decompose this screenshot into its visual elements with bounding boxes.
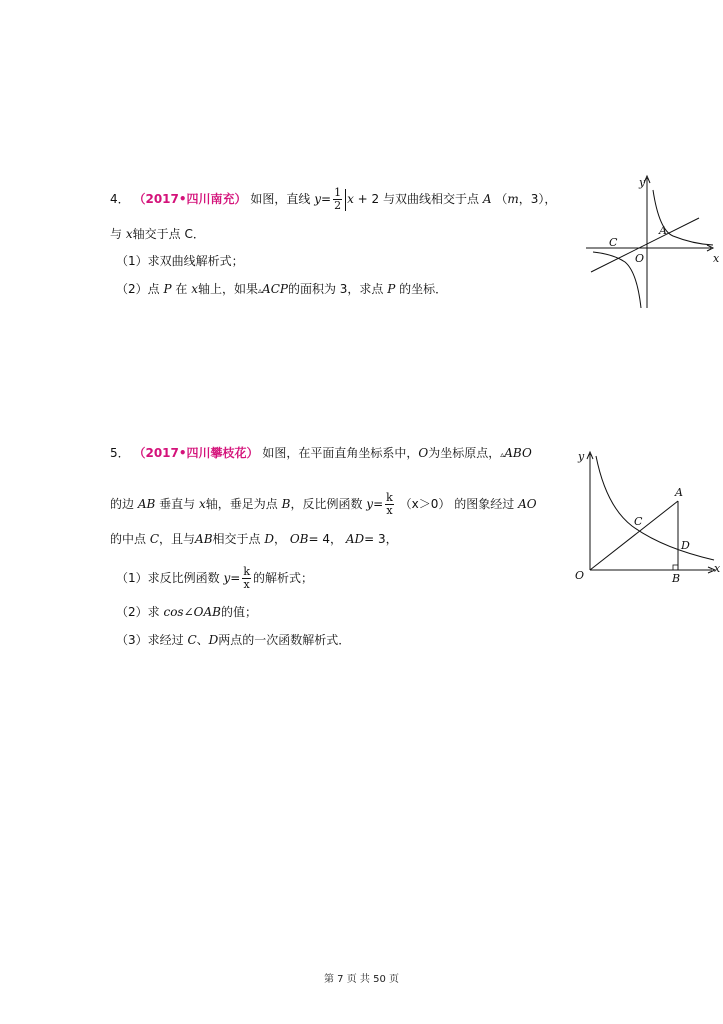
q4-var-y: y	[314, 192, 321, 206]
q4-eq: =	[321, 192, 332, 206]
q5-eq: =	[373, 497, 384, 511]
q5-fig-C: C	[634, 515, 643, 528]
q4-text3: （	[495, 192, 508, 206]
q4-fig-x: x	[713, 252, 720, 265]
q5-s3D: D	[208, 633, 219, 647]
q5-ABO: ABO	[504, 446, 532, 460]
q5-l2b: 垂直与	[159, 497, 196, 511]
q5-AB2: AB	[195, 532, 213, 546]
q5-right-angle-icon	[673, 565, 678, 570]
q4-s2a: （2）点	[116, 282, 160, 296]
q5-cond: （x＞0）	[399, 497, 451, 511]
q5-s1a: （1）求反比例函数	[116, 571, 220, 585]
q5-s1x: x	[243, 578, 250, 591]
q5-x1: x	[199, 497, 206, 511]
q4-fraction	[333, 187, 342, 212]
q5-s3C: C	[187, 633, 197, 647]
q5-C: C	[149, 532, 160, 546]
q5-O: O	[418, 446, 429, 460]
q4-var-x: x	[347, 192, 354, 206]
q4-line-graph	[591, 218, 699, 272]
q5-frac-x: x	[386, 504, 393, 517]
q4-frac-den: 2	[334, 199, 342, 212]
q5-frac-k: k	[386, 491, 393, 504]
q4-s2ACP: ACP	[262, 282, 288, 296]
q5-l3d: ，	[274, 532, 287, 546]
q5-fig-D: D	[681, 539, 690, 552]
q5-fig-B: B	[672, 572, 681, 585]
q5-line1	[110, 445, 532, 463]
q4-s2P: P	[163, 282, 172, 296]
q5-fig-O: O	[575, 569, 585, 582]
q4-line1	[110, 187, 556, 212]
q5-l3a: 的中点	[110, 532, 147, 546]
q5-fig-x: x	[714, 562, 721, 575]
q4-text4: ，3），	[518, 192, 557, 206]
q5-s1b: 的解析式；	[252, 571, 313, 585]
q4-hyperbola-left	[593, 252, 641, 308]
q5-p2: 为坐标原点，	[428, 446, 501, 460]
q4-l2x: x	[125, 227, 133, 241]
q5-AD: AD	[345, 532, 365, 546]
q5-s2cos: cos∠OAB	[163, 605, 221, 619]
q4-s2P2: P	[387, 282, 396, 296]
q5-D: D	[264, 532, 274, 546]
q5-l2a: 的边	[110, 497, 135, 511]
page-footer: 第 7 页 共 50 页	[324, 974, 399, 985]
q5-s2a: （2）求	[116, 605, 160, 619]
q4-var-m: m	[507, 192, 519, 206]
q5-l2c: 轴，垂足为点	[205, 497, 278, 511]
q5-s1eq: =	[230, 571, 241, 585]
q4-triangle: ▵	[258, 286, 263, 295]
q5-triangle: ▵	[500, 450, 505, 459]
q4-s2b: 在	[175, 282, 188, 296]
q4-sub1	[116, 253, 244, 269]
q5-fig-A: A	[675, 486, 683, 499]
q5-l2e: 的图象经过	[454, 497, 515, 511]
q5-s1y: y	[223, 571, 231, 585]
q5-number: 5．	[110, 446, 130, 460]
q5-l2d: ，反比例函数	[290, 497, 363, 511]
q4-frac-num: 1	[334, 186, 342, 199]
q4-fig-y: y	[639, 176, 646, 189]
q4-source: （2017•四川南充）	[133, 192, 247, 206]
q4-s2e: 的坐标．	[399, 282, 448, 296]
q4-bar	[345, 189, 346, 211]
q4-l2b: 轴交于点 C．	[132, 227, 205, 241]
q5-fig-y: y	[578, 450, 585, 463]
q4-s2d: 的面积为 3，求点	[287, 282, 384, 296]
q4-sub2	[116, 281, 447, 299]
q5-l3b: ，且与	[159, 532, 196, 546]
q4-line2	[110, 226, 205, 242]
q5-l3f: = 3，	[364, 532, 398, 546]
q5-s3a: （3）求经过	[116, 633, 184, 647]
q5-hyperbola	[596, 456, 714, 560]
q5-AO: AO	[518, 497, 537, 511]
q5-s2b: 的值；	[220, 605, 257, 619]
q4-figure	[583, 170, 721, 312]
q4-fig-C: C	[609, 236, 618, 249]
q5-line2	[110, 492, 537, 517]
q4-l2a: 与	[110, 227, 123, 241]
q4-point-A: A	[482, 192, 492, 206]
q5-y: y	[366, 497, 374, 511]
q5-source: （2017•四川攀枝花）	[133, 446, 259, 460]
q5-sub1	[116, 566, 313, 591]
q5-figure	[572, 446, 722, 586]
q4-number: 4．	[110, 192, 130, 206]
q4-text2: + 2 与双曲线相交于点	[357, 192, 479, 206]
q4-fig-A: A	[659, 224, 667, 237]
q5-B: B	[281, 497, 291, 511]
q4-s2c: 轴上，如果	[198, 282, 259, 296]
q5-AB: AB	[137, 497, 156, 511]
q5-l3c: 相交于点	[212, 532, 261, 546]
q5-sub3	[116, 632, 350, 648]
q5-l3e: = 4，	[308, 532, 343, 546]
q5-line3	[110, 531, 398, 547]
q5-s1-fraction	[242, 566, 251, 591]
q5-s3b: 、	[196, 633, 209, 647]
q5-OB: OB	[289, 532, 309, 546]
q5-s3c: 两点的一次函数解析式．	[218, 633, 351, 647]
q5-sub2	[116, 604, 257, 620]
q5-fraction	[385, 492, 394, 517]
q5-segment-OA	[590, 501, 678, 570]
q4-fig-O: O	[635, 252, 645, 265]
q4-text: 如图，直线	[250, 192, 311, 206]
q4-sub1-text: （1）求双曲线解析式；	[116, 254, 244, 268]
q4-s2x: x	[191, 282, 198, 296]
q5-p1: 如图，在平面直角坐标系中，	[262, 446, 419, 460]
q5-s1k: k	[243, 565, 250, 578]
